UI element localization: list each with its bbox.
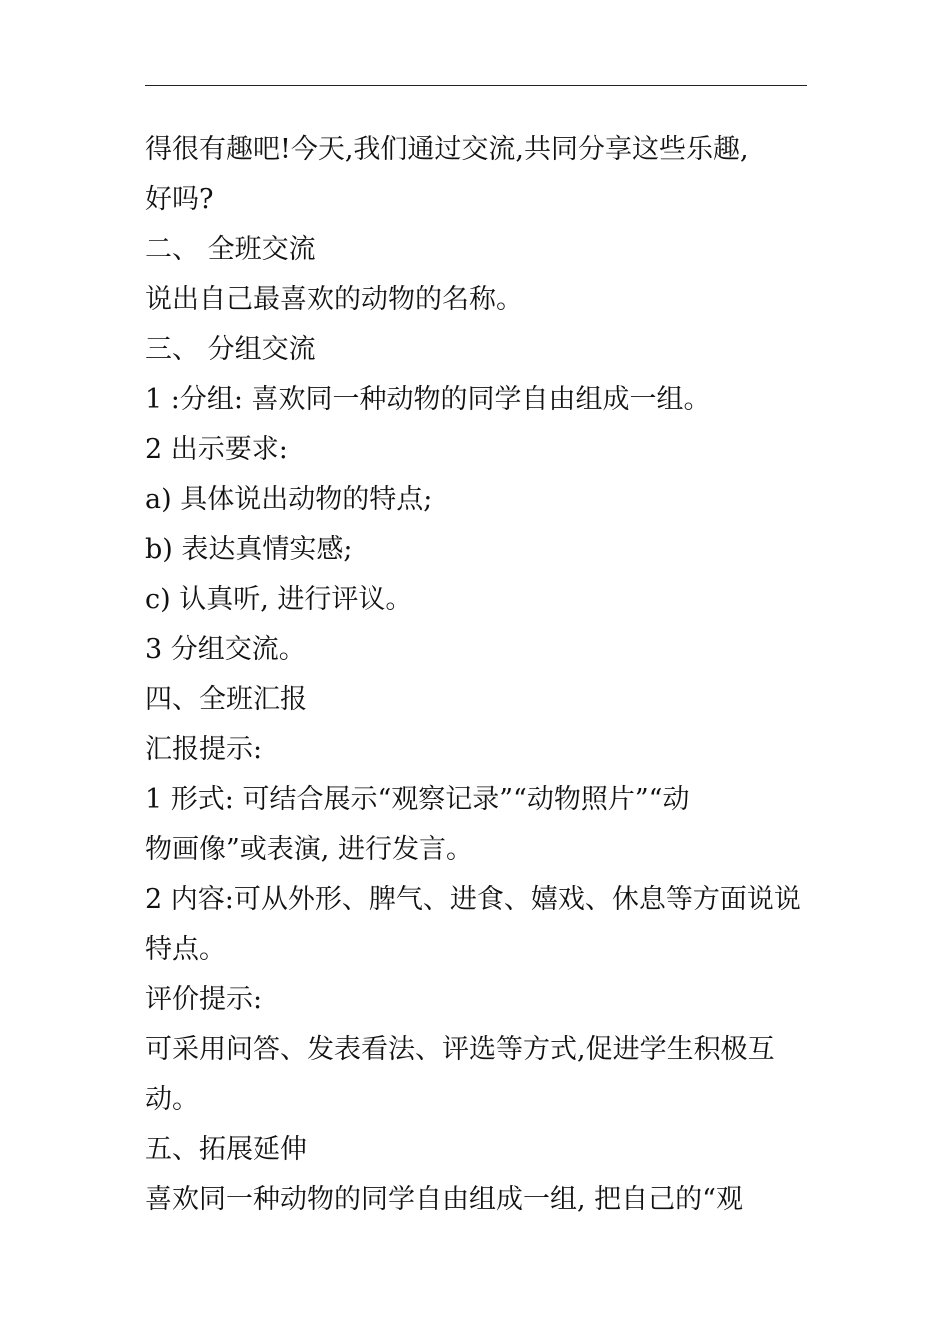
text-line: 汇报提示: (145, 734, 263, 765)
section-heading: 五、拓展延伸 (145, 1134, 307, 1165)
list-item: c) 认真听, 进行评议。 (145, 584, 413, 615)
text-line: 2 内容:可从外形、脾气、进食、嬉戏、休息等方面说说 (145, 884, 801, 915)
text-line: 特点。 (145, 934, 226, 965)
section-heading: 三、 分组交流 (145, 334, 316, 365)
list-item: b) 表达真情实感; (145, 534, 353, 565)
text-line: 喜欢同一种动物的同学自由组成一组, 把自己的“观 (145, 1184, 743, 1215)
text-line: 好吗? (145, 184, 214, 215)
text-line: 1 形式: 可结合展示“观察记录”“动物照片”“动 (145, 784, 690, 815)
list-item: a) 具体说出动物的特点; (145, 484, 433, 515)
header-rule (145, 85, 807, 86)
text-line: 3 分组交流。 (145, 634, 306, 665)
text-line: 说出自己最喜欢的动物的名称。 (145, 284, 523, 315)
text-line: 物画像”或表演, 进行发言。 (145, 834, 473, 865)
text-line: 1 :分组: 喜欢同一种动物的同学自由组成一组。 (145, 384, 711, 415)
document-body (145, 125, 810, 1225)
text-line: 可采用问答、发表看法、评选等方式,促进学生积极互 (145, 1034, 775, 1065)
text-line: 2 出示要求: (145, 434, 288, 465)
text-line: 得很有趣吧!今天,我们通过交流,共同分享这些乐趣, (145, 134, 749, 165)
section-heading: 二、 全班交流 (145, 234, 316, 265)
text-line: 评价提示: (145, 984, 263, 1015)
text-line: 动。 (145, 1084, 199, 1115)
section-heading: 四、全班汇报 (145, 684, 307, 715)
